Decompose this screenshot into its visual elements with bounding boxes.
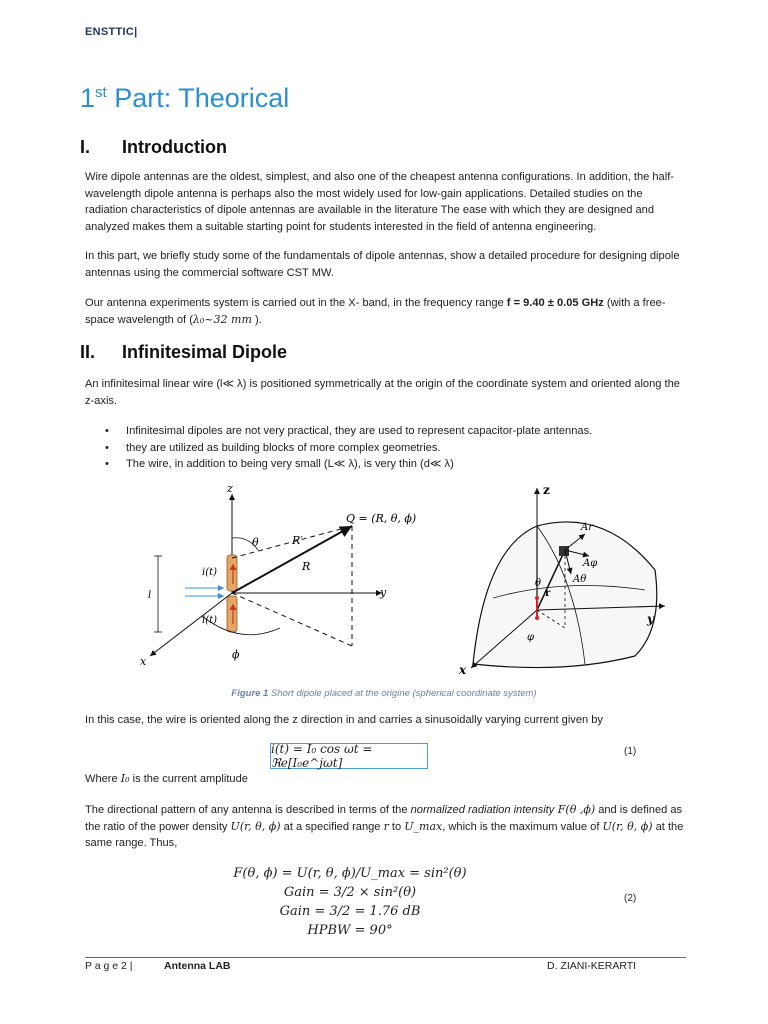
equation-2-block bbox=[200, 864, 500, 940]
list-item: • they are utilized as building blocks of more complex geometries. bbox=[105, 440, 592, 457]
where-after: is the current amplitude bbox=[129, 773, 248, 785]
equation-2-line: Gain = 3/2 × sin²(θ) bbox=[283, 885, 417, 900]
header-org: ENSTTIC| bbox=[85, 26, 138, 38]
intro-p3-after: (with a free-space wavelength of ( bbox=[85, 297, 666, 326]
label-Q: Q = (R, θ, ϕ) bbox=[346, 512, 417, 525]
where-before: Where bbox=[85, 773, 121, 785]
equation-1: i(t) = I₀ cos ωt = ℜe[I₀e^jωt] bbox=[271, 742, 373, 770]
pattern-U: U(r, θ, ϕ) bbox=[230, 819, 281, 833]
equation-2-line: HPBW = 90° bbox=[307, 923, 393, 938]
label-R: R bbox=[302, 560, 311, 573]
projection-ground bbox=[232, 593, 352, 646]
list-item: • Infinitesimal dipoles are not very practical, they are used to represent capacitor-plate antennas. bbox=[105, 423, 592, 440]
pattern-text-6: at the same range. Thus, bbox=[85, 820, 684, 850]
label-Aphi: Aφ bbox=[583, 558, 598, 569]
label-Ar: Ar bbox=[581, 522, 594, 533]
label-z: z bbox=[543, 483, 550, 497]
section-numeral: II. bbox=[80, 342, 96, 362]
section-title: Introduction bbox=[122, 137, 227, 157]
label-r: r bbox=[545, 588, 551, 599]
bullet-list bbox=[105, 423, 592, 473]
dipole-end-top bbox=[535, 596, 539, 600]
footer-author: D. ZIANI-KERARTI bbox=[547, 960, 637, 972]
section-introduction-heading bbox=[80, 137, 227, 158]
part-number: 1 bbox=[80, 83, 96, 113]
label-y: y bbox=[380, 586, 387, 599]
figure1-caption bbox=[0, 688, 768, 699]
x-axis bbox=[150, 593, 232, 656]
label-phi: ϕ bbox=[232, 648, 240, 661]
dipole-upper-arm bbox=[227, 555, 237, 591]
label-current-upper: i(t) bbox=[202, 567, 218, 578]
pattern-U2: U(r, θ, ϕ) bbox=[602, 819, 653, 833]
footer-page: P a g e 2 | bbox=[85, 960, 133, 972]
dipole-end-bottom bbox=[535, 616, 539, 620]
label-x: x bbox=[140, 655, 147, 668]
wavelength: λ₀~32 mm bbox=[192, 312, 252, 326]
section-numeral: I. bbox=[80, 137, 91, 157]
section-infinitesimal-dipole-heading bbox=[80, 342, 287, 363]
figure1-dipole-diagram bbox=[130, 478, 420, 678]
list-item: • The wire, in addition to being very small (L≪ λ), is very thin (d≪ λ) bbox=[105, 456, 592, 473]
pattern-paragraph bbox=[85, 802, 685, 852]
pattern-term: normalized radiation intensity bbox=[410, 804, 555, 816]
pattern-text-2: and is defined as the ratio of the power density bbox=[85, 804, 683, 833]
caption-label: Figure 1 bbox=[231, 688, 269, 699]
pattern-text-5: , which is the maximum value of bbox=[442, 820, 603, 833]
label-x: x bbox=[459, 663, 467, 677]
dipole-lower-arm bbox=[227, 596, 237, 632]
pattern-text-4: to bbox=[388, 820, 405, 833]
label-length: l bbox=[148, 590, 152, 601]
label-Atheta: Aθ bbox=[573, 574, 587, 585]
label-z: z bbox=[227, 482, 233, 495]
equation-2-number: (2) bbox=[624, 893, 637, 904]
footer-lab bbox=[164, 960, 231, 972]
intro-p3-before: Our antenna experiments system is carried out in the X- band, in the frequency range bbox=[85, 297, 507, 309]
equation-2-line: F(θ, ϕ) = U(r, θ, ϕ)/U_max = sin²(θ) bbox=[233, 866, 467, 881]
pattern-text-1: The directional pattern of any antenna is described in terms of the bbox=[85, 804, 411, 816]
dipole-paragraph-1: An infinitesimal linear wire (l≪ λ) is positioned symmetrically at the origin of the coordinate system and oriented along the z-axis. bbox=[85, 378, 680, 407]
label-y: y bbox=[647, 612, 654, 626]
equation-1-box bbox=[270, 743, 428, 769]
part-suffix: st bbox=[95, 84, 107, 101]
pattern-F: F(θ ,ϕ) bbox=[554, 803, 596, 816]
footer-lab-text: Antenna LAB bbox=[164, 960, 231, 972]
frequency-range: f = 9.40 ± 0.05 GHz bbox=[506, 297, 604, 309]
label-phi: φ bbox=[527, 632, 535, 643]
case-paragraph: In this case, the wire is oriented along the z direction in and carries a sinusoidally varying current given by bbox=[85, 714, 603, 726]
equation-1-number: (1) bbox=[624, 746, 637, 757]
intro-p3-end: ). bbox=[251, 313, 262, 326]
figure1-spherical-diagram bbox=[455, 478, 680, 678]
intro-paragraph-2: In this part, we briefly study some of the fundamentals of dipole antennas, show a detailed procedure for designing dipole antennas using the commercial software CST MW. bbox=[85, 250, 680, 279]
caption-text: Short dipole placed at the origine (spherical coordinate system) bbox=[268, 688, 537, 699]
equation-2-line: Gain = 3/2 = 1.76 dB bbox=[279, 904, 421, 919]
label-current-lower: i(t) bbox=[202, 615, 218, 626]
part-title bbox=[80, 83, 289, 114]
pattern-r: r bbox=[383, 819, 389, 833]
part-title-text: Part: Theorical bbox=[106, 83, 290, 113]
label-theta: θ bbox=[252, 536, 259, 549]
where-paragraph bbox=[85, 771, 685, 788]
pattern-text-3: at a specified range bbox=[280, 820, 384, 833]
label-theta: θ bbox=[535, 578, 542, 589]
intro-paragraph-3 bbox=[85, 295, 685, 328]
section-title: Infinitesimal Dipole bbox=[122, 342, 288, 362]
pattern-Umax: U_max bbox=[404, 819, 443, 833]
label-R-prime: R′ bbox=[292, 534, 303, 547]
footer-divider bbox=[85, 957, 686, 958]
current-amplitude-symbol: I₀ bbox=[120, 772, 130, 785]
intro-paragraph-1: Wire dipole antennas are the oldest, simplest, and also one of the cheapest antenna configurations. In addition, the half-wavelength dipole antenna is perhaps also the most widely used for low-gain applications. Detailed studies on the radiation characteristics of dipole antennas are available in the literature The ease with which they are designed and analyzed makes them a suitable starting point for students interested in the field of antenna engineering. bbox=[85, 171, 674, 233]
